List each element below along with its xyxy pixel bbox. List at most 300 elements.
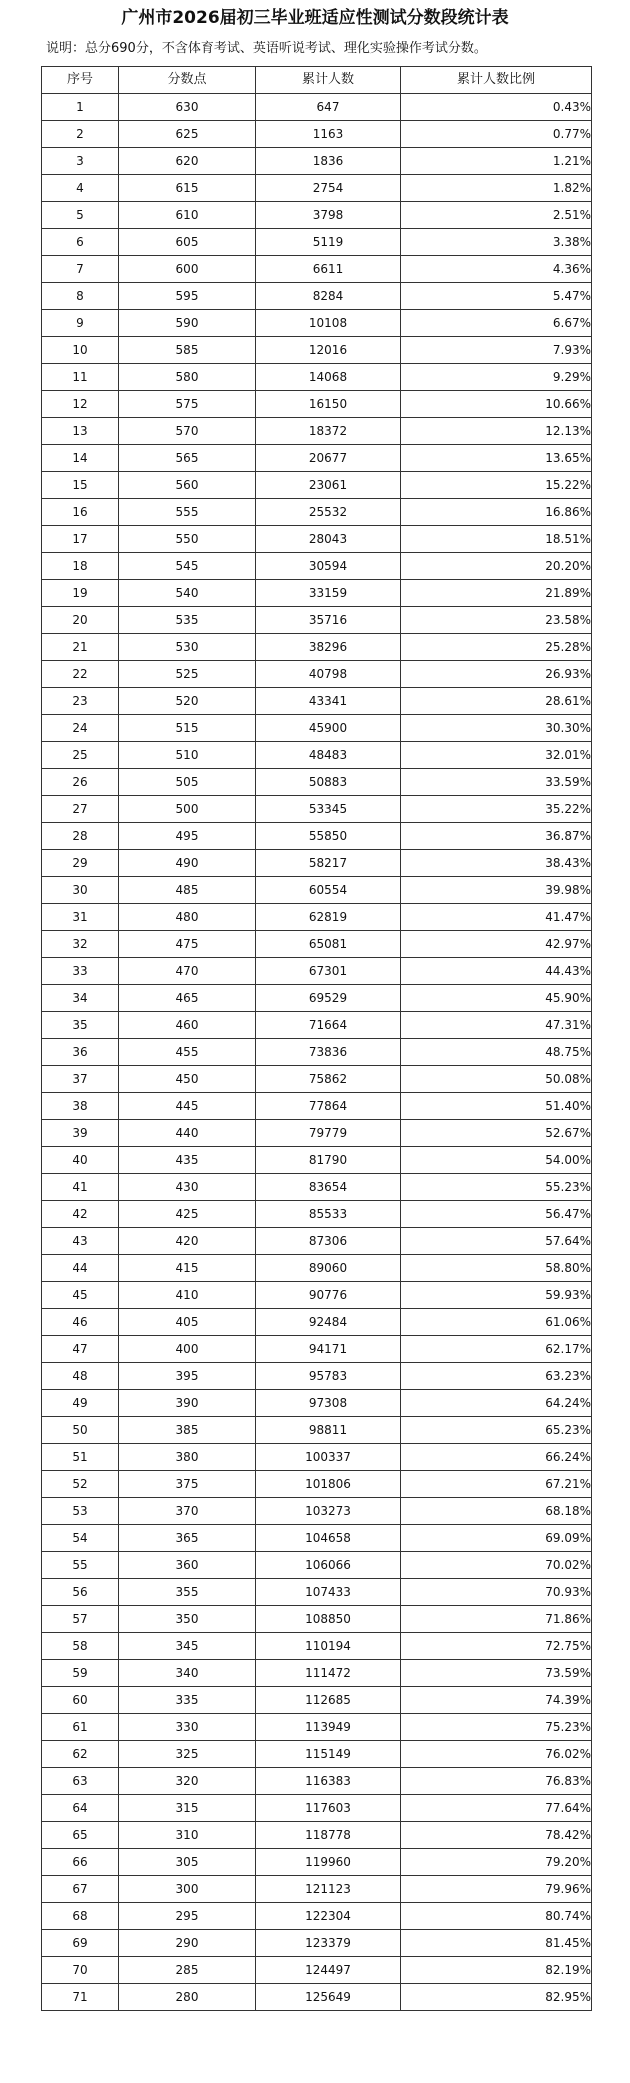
cell-cumulative: 71664 bbox=[256, 1012, 401, 1039]
cell-cumulative-ratio: 7.93% bbox=[401, 337, 592, 364]
cell-cumulative-ratio: 28.61% bbox=[401, 688, 592, 715]
cell-cumulative: 119960 bbox=[256, 1849, 401, 1876]
cell-cumulative: 28043 bbox=[256, 526, 401, 553]
table-row bbox=[42, 1228, 592, 1255]
table-row bbox=[42, 661, 592, 688]
cell-score: 455 bbox=[119, 1039, 256, 1066]
cell-score: 330 bbox=[119, 1714, 256, 1741]
cell-cumulative: 110194 bbox=[256, 1633, 401, 1660]
cell-cumulative-ratio: 12.13% bbox=[401, 418, 592, 445]
cell-cumulative-ratio: 0.77% bbox=[401, 121, 592, 148]
cell-cumulative: 38296 bbox=[256, 634, 401, 661]
table-row bbox=[42, 823, 592, 850]
cell-seq: 27 bbox=[42, 796, 119, 823]
cell-seq: 17 bbox=[42, 526, 119, 553]
cell-cumulative-ratio: 26.93% bbox=[401, 661, 592, 688]
cell-score: 380 bbox=[119, 1444, 256, 1471]
header-cumulative: 累计人数 bbox=[256, 67, 401, 94]
table-row bbox=[42, 1201, 592, 1228]
table-body bbox=[42, 94, 592, 2011]
table-row bbox=[42, 904, 592, 931]
table-row bbox=[42, 175, 592, 202]
cell-cumulative: 103273 bbox=[256, 1498, 401, 1525]
cell-cumulative: 18372 bbox=[256, 418, 401, 445]
cell-seq: 54 bbox=[42, 1525, 119, 1552]
cell-cumulative-ratio: 1.82% bbox=[401, 175, 592, 202]
cell-score: 305 bbox=[119, 1849, 256, 1876]
cell-score: 620 bbox=[119, 148, 256, 175]
cell-seq: 29 bbox=[42, 850, 119, 877]
cell-cumulative: 67301 bbox=[256, 958, 401, 985]
cell-cumulative: 33159 bbox=[256, 580, 401, 607]
cell-cumulative-ratio: 3.38% bbox=[401, 229, 592, 256]
cell-score: 405 bbox=[119, 1309, 256, 1336]
cell-cumulative-ratio: 44.43% bbox=[401, 958, 592, 985]
cell-cumulative-ratio: 33.59% bbox=[401, 769, 592, 796]
cell-cumulative: 118778 bbox=[256, 1822, 401, 1849]
cell-score: 580 bbox=[119, 364, 256, 391]
cell-seq: 14 bbox=[42, 445, 119, 472]
cell-cumulative: 104658 bbox=[256, 1525, 401, 1552]
cell-cumulative-ratio: 77.64% bbox=[401, 1795, 592, 1822]
cell-score: 460 bbox=[119, 1012, 256, 1039]
cell-cumulative: 94171 bbox=[256, 1336, 401, 1363]
cell-cumulative: 111472 bbox=[256, 1660, 401, 1687]
cell-cumulative-ratio: 73.59% bbox=[401, 1660, 592, 1687]
cell-cumulative: 124497 bbox=[256, 1957, 401, 1984]
cell-cumulative: 647 bbox=[256, 94, 401, 121]
cell-cumulative-ratio: 65.23% bbox=[401, 1417, 592, 1444]
cell-score: 440 bbox=[119, 1120, 256, 1147]
cell-cumulative: 35716 bbox=[256, 607, 401, 634]
cell-score: 320 bbox=[119, 1768, 256, 1795]
cell-seq: 1 bbox=[42, 94, 119, 121]
cell-score: 345 bbox=[119, 1633, 256, 1660]
cell-cumulative-ratio: 76.02% bbox=[401, 1741, 592, 1768]
cell-cumulative-ratio: 79.96% bbox=[401, 1876, 592, 1903]
cell-score: 300 bbox=[119, 1876, 256, 1903]
table-row bbox=[42, 310, 592, 337]
table-row bbox=[42, 229, 592, 256]
cell-cumulative-ratio: 18.51% bbox=[401, 526, 592, 553]
table-row bbox=[42, 1147, 592, 1174]
table-row bbox=[42, 1390, 592, 1417]
cell-seq: 18 bbox=[42, 553, 119, 580]
table-row bbox=[42, 121, 592, 148]
cell-cumulative-ratio: 4.36% bbox=[401, 256, 592, 283]
cell-score: 290 bbox=[119, 1930, 256, 1957]
page-title: 广州市2026届初三毕业班适应性测试分数段统计表 bbox=[121, 8, 509, 28]
cell-seq: 42 bbox=[42, 1201, 119, 1228]
cell-seq: 21 bbox=[42, 634, 119, 661]
cell-cumulative-ratio: 55.23% bbox=[401, 1174, 592, 1201]
cell-score: 505 bbox=[119, 769, 256, 796]
table-row bbox=[42, 985, 592, 1012]
cell-score: 415 bbox=[119, 1255, 256, 1282]
cell-seq: 31 bbox=[42, 904, 119, 931]
cell-seq: 20 bbox=[42, 607, 119, 634]
cell-seq: 51 bbox=[42, 1444, 119, 1471]
cell-seq: 6 bbox=[42, 229, 119, 256]
table-row bbox=[42, 1984, 592, 2011]
table-row bbox=[42, 256, 592, 283]
cell-seq: 22 bbox=[42, 661, 119, 688]
cell-cumulative: 48483 bbox=[256, 742, 401, 769]
cell-cumulative-ratio: 79.20% bbox=[401, 1849, 592, 1876]
cell-cumulative-ratio: 78.42% bbox=[401, 1822, 592, 1849]
cell-seq: 8 bbox=[42, 283, 119, 310]
table-row bbox=[42, 1120, 592, 1147]
cell-seq: 59 bbox=[42, 1660, 119, 1687]
cell-cumulative: 122304 bbox=[256, 1903, 401, 1930]
cell-cumulative-ratio: 16.86% bbox=[401, 499, 592, 526]
cell-cumulative: 81790 bbox=[256, 1147, 401, 1174]
cell-seq: 32 bbox=[42, 931, 119, 958]
cell-seq: 28 bbox=[42, 823, 119, 850]
cell-cumulative: 60554 bbox=[256, 877, 401, 904]
cell-cumulative-ratio: 39.98% bbox=[401, 877, 592, 904]
cell-cumulative: 43341 bbox=[256, 688, 401, 715]
cell-score: 370 bbox=[119, 1498, 256, 1525]
cell-score: 430 bbox=[119, 1174, 256, 1201]
cell-cumulative-ratio: 56.47% bbox=[401, 1201, 592, 1228]
table-row bbox=[42, 1660, 592, 1687]
cell-score: 490 bbox=[119, 850, 256, 877]
cell-seq: 47 bbox=[42, 1336, 119, 1363]
cell-score: 485 bbox=[119, 877, 256, 904]
table-row bbox=[42, 958, 592, 985]
cell-score: 550 bbox=[119, 526, 256, 553]
table-row bbox=[42, 634, 592, 661]
cell-cumulative-ratio: 41.47% bbox=[401, 904, 592, 931]
table-row bbox=[42, 553, 592, 580]
cell-seq: 52 bbox=[42, 1471, 119, 1498]
cell-cumulative: 95783 bbox=[256, 1363, 401, 1390]
cell-seq: 12 bbox=[42, 391, 119, 418]
table-row bbox=[42, 1957, 592, 1984]
cell-cumulative-ratio: 66.24% bbox=[401, 1444, 592, 1471]
cell-score: 560 bbox=[119, 472, 256, 499]
table-row bbox=[42, 499, 592, 526]
cell-cumulative-ratio: 52.67% bbox=[401, 1120, 592, 1147]
cell-cumulative: 58217 bbox=[256, 850, 401, 877]
cell-score: 610 bbox=[119, 202, 256, 229]
cell-cumulative: 50883 bbox=[256, 769, 401, 796]
cell-cumulative: 85533 bbox=[256, 1201, 401, 1228]
table-row bbox=[42, 796, 592, 823]
cell-score: 595 bbox=[119, 283, 256, 310]
cell-cumulative-ratio: 20.20% bbox=[401, 553, 592, 580]
cell-score: 315 bbox=[119, 1795, 256, 1822]
cell-seq: 56 bbox=[42, 1579, 119, 1606]
table-row bbox=[42, 607, 592, 634]
table-row bbox=[42, 1849, 592, 1876]
cell-cumulative-ratio: 0.43% bbox=[401, 94, 592, 121]
cell-seq: 67 bbox=[42, 1876, 119, 1903]
cell-score: 480 bbox=[119, 904, 256, 931]
cell-cumulative-ratio: 25.28% bbox=[401, 634, 592, 661]
cell-score: 410 bbox=[119, 1282, 256, 1309]
table-row bbox=[42, 715, 592, 742]
table-row bbox=[42, 1255, 592, 1282]
cell-score: 520 bbox=[119, 688, 256, 715]
cell-score: 390 bbox=[119, 1390, 256, 1417]
cell-seq: 70 bbox=[42, 1957, 119, 1984]
table-row bbox=[42, 1498, 592, 1525]
cell-cumulative-ratio: 76.83% bbox=[401, 1768, 592, 1795]
table-row bbox=[42, 1039, 592, 1066]
cell-score: 545 bbox=[119, 553, 256, 580]
cell-cumulative: 83654 bbox=[256, 1174, 401, 1201]
cell-score: 555 bbox=[119, 499, 256, 526]
cell-score: 325 bbox=[119, 1741, 256, 1768]
cell-seq: 9 bbox=[42, 310, 119, 337]
cell-score: 445 bbox=[119, 1093, 256, 1120]
cell-score: 575 bbox=[119, 391, 256, 418]
cell-seq: 19 bbox=[42, 580, 119, 607]
table-row bbox=[42, 364, 592, 391]
cell-score: 355 bbox=[119, 1579, 256, 1606]
cell-seq: 37 bbox=[42, 1066, 119, 1093]
cell-cumulative-ratio: 5.47% bbox=[401, 283, 592, 310]
cell-seq: 11 bbox=[42, 364, 119, 391]
cell-cumulative: 73836 bbox=[256, 1039, 401, 1066]
cell-seq: 43 bbox=[42, 1228, 119, 1255]
cell-cumulative-ratio: 6.67% bbox=[401, 310, 592, 337]
cell-cumulative: 12016 bbox=[256, 337, 401, 364]
cell-cumulative-ratio: 80.74% bbox=[401, 1903, 592, 1930]
cell-cumulative: 14068 bbox=[256, 364, 401, 391]
cell-cumulative-ratio: 13.65% bbox=[401, 445, 592, 472]
table-row bbox=[42, 283, 592, 310]
table-row bbox=[42, 1876, 592, 1903]
cell-cumulative: 115149 bbox=[256, 1741, 401, 1768]
cell-score: 630 bbox=[119, 94, 256, 121]
cell-seq: 48 bbox=[42, 1363, 119, 1390]
cell-score: 535 bbox=[119, 607, 256, 634]
cell-cumulative-ratio: 75.23% bbox=[401, 1714, 592, 1741]
cell-seq: 5 bbox=[42, 202, 119, 229]
header-cumulative-ratio: 累计人数比例 bbox=[401, 67, 592, 94]
table-row bbox=[42, 1363, 592, 1390]
cell-cumulative: 77864 bbox=[256, 1093, 401, 1120]
cell-cumulative-ratio: 70.02% bbox=[401, 1552, 592, 1579]
cell-score: 585 bbox=[119, 337, 256, 364]
table-row bbox=[42, 1903, 592, 1930]
cell-score: 285 bbox=[119, 1957, 256, 1984]
cell-cumulative: 100337 bbox=[256, 1444, 401, 1471]
cell-score: 570 bbox=[119, 418, 256, 445]
table-row bbox=[42, 580, 592, 607]
cell-seq: 3 bbox=[42, 148, 119, 175]
cell-score: 450 bbox=[119, 1066, 256, 1093]
table-row bbox=[42, 1012, 592, 1039]
cell-cumulative: 75862 bbox=[256, 1066, 401, 1093]
table-row bbox=[42, 1336, 592, 1363]
table-row bbox=[42, 1066, 592, 1093]
cell-score: 540 bbox=[119, 580, 256, 607]
table-row bbox=[42, 337, 592, 364]
cell-cumulative: 45900 bbox=[256, 715, 401, 742]
table-row bbox=[42, 1417, 592, 1444]
cell-seq: 53 bbox=[42, 1498, 119, 1525]
cell-cumulative: 2754 bbox=[256, 175, 401, 202]
cell-cumulative: 106066 bbox=[256, 1552, 401, 1579]
cell-cumulative-ratio: 42.97% bbox=[401, 931, 592, 958]
cell-seq: 68 bbox=[42, 1903, 119, 1930]
cell-cumulative: 89060 bbox=[256, 1255, 401, 1282]
cell-score: 565 bbox=[119, 445, 256, 472]
cell-cumulative-ratio: 38.43% bbox=[401, 850, 592, 877]
cell-cumulative: 90776 bbox=[256, 1282, 401, 1309]
cell-cumulative: 6611 bbox=[256, 256, 401, 283]
cell-cumulative-ratio: 2.51% bbox=[401, 202, 592, 229]
cell-seq: 49 bbox=[42, 1390, 119, 1417]
cell-seq: 44 bbox=[42, 1255, 119, 1282]
cell-cumulative-ratio: 47.31% bbox=[401, 1012, 592, 1039]
cell-cumulative: 125649 bbox=[256, 1984, 401, 2011]
cell-seq: 50 bbox=[42, 1417, 119, 1444]
cell-cumulative-ratio: 74.39% bbox=[401, 1687, 592, 1714]
table-row bbox=[42, 742, 592, 769]
cell-seq: 36 bbox=[42, 1039, 119, 1066]
cell-cumulative: 117603 bbox=[256, 1795, 401, 1822]
table-row bbox=[42, 1444, 592, 1471]
cell-cumulative-ratio: 61.06% bbox=[401, 1309, 592, 1336]
cell-cumulative: 55850 bbox=[256, 823, 401, 850]
cell-score: 400 bbox=[119, 1336, 256, 1363]
cell-cumulative-ratio: 1.21% bbox=[401, 148, 592, 175]
table-row bbox=[42, 1282, 592, 1309]
cell-score: 310 bbox=[119, 1822, 256, 1849]
table-row bbox=[42, 1714, 592, 1741]
table-row bbox=[42, 1093, 592, 1120]
cell-score: 515 bbox=[119, 715, 256, 742]
cell-score: 530 bbox=[119, 634, 256, 661]
cell-score: 420 bbox=[119, 1228, 256, 1255]
cell-seq: 33 bbox=[42, 958, 119, 985]
cell-cumulative: 107433 bbox=[256, 1579, 401, 1606]
cell-score: 525 bbox=[119, 661, 256, 688]
cell-cumulative-ratio: 30.30% bbox=[401, 715, 592, 742]
cell-seq: 69 bbox=[42, 1930, 119, 1957]
cell-seq: 39 bbox=[42, 1120, 119, 1147]
cell-seq: 13 bbox=[42, 418, 119, 445]
table-row bbox=[42, 850, 592, 877]
cell-cumulative: 30594 bbox=[256, 553, 401, 580]
table-row bbox=[42, 1795, 592, 1822]
cell-score: 375 bbox=[119, 1471, 256, 1498]
cell-cumulative: 92484 bbox=[256, 1309, 401, 1336]
cell-cumulative: 97308 bbox=[256, 1390, 401, 1417]
cell-cumulative: 25532 bbox=[256, 499, 401, 526]
cell-score: 295 bbox=[119, 1903, 256, 1930]
cell-seq: 7 bbox=[42, 256, 119, 283]
cell-cumulative: 40798 bbox=[256, 661, 401, 688]
cell-seq: 34 bbox=[42, 985, 119, 1012]
table-row bbox=[42, 1930, 592, 1957]
cell-cumulative-ratio: 69.09% bbox=[401, 1525, 592, 1552]
cell-cumulative-ratio: 62.17% bbox=[401, 1336, 592, 1363]
cell-seq: 23 bbox=[42, 688, 119, 715]
cell-cumulative: 53345 bbox=[256, 796, 401, 823]
cell-cumulative-ratio: 58.80% bbox=[401, 1255, 592, 1282]
cell-score: 425 bbox=[119, 1201, 256, 1228]
cell-score: 495 bbox=[119, 823, 256, 850]
cell-cumulative-ratio: 9.29% bbox=[401, 364, 592, 391]
table-row bbox=[42, 1822, 592, 1849]
cell-seq: 26 bbox=[42, 769, 119, 796]
table-row bbox=[42, 445, 592, 472]
cell-cumulative-ratio: 64.24% bbox=[401, 1390, 592, 1417]
cell-seq: 24 bbox=[42, 715, 119, 742]
cell-seq: 64 bbox=[42, 1795, 119, 1822]
cell-score: 500 bbox=[119, 796, 256, 823]
cell-cumulative-ratio: 15.22% bbox=[401, 472, 592, 499]
cell-score: 605 bbox=[119, 229, 256, 256]
cell-seq: 4 bbox=[42, 175, 119, 202]
cell-cumulative-ratio: 51.40% bbox=[401, 1093, 592, 1120]
cell-cumulative: 16150 bbox=[256, 391, 401, 418]
cell-cumulative-ratio: 70.93% bbox=[401, 1579, 592, 1606]
table-row bbox=[42, 1552, 592, 1579]
cell-cumulative: 1836 bbox=[256, 148, 401, 175]
cell-cumulative-ratio: 82.19% bbox=[401, 1957, 592, 1984]
cell-seq: 2 bbox=[42, 121, 119, 148]
cell-cumulative-ratio: 71.86% bbox=[401, 1606, 592, 1633]
cell-cumulative: 121123 bbox=[256, 1876, 401, 1903]
cell-cumulative-ratio: 81.45% bbox=[401, 1930, 592, 1957]
table-row bbox=[42, 1687, 592, 1714]
table-row bbox=[42, 877, 592, 904]
cell-score: 615 bbox=[119, 175, 256, 202]
cell-seq: 60 bbox=[42, 1687, 119, 1714]
cell-seq: 61 bbox=[42, 1714, 119, 1741]
cell-score: 625 bbox=[119, 121, 256, 148]
cell-cumulative-ratio: 59.93% bbox=[401, 1282, 592, 1309]
cell-score: 475 bbox=[119, 931, 256, 958]
cell-cumulative-ratio: 45.90% bbox=[401, 985, 592, 1012]
cell-seq: 30 bbox=[42, 877, 119, 904]
cell-cumulative-ratio: 36.87% bbox=[401, 823, 592, 850]
cell-seq: 41 bbox=[42, 1174, 119, 1201]
cell-cumulative-ratio: 48.75% bbox=[401, 1039, 592, 1066]
header-score: 分数点 bbox=[119, 67, 256, 94]
table-row bbox=[42, 1525, 592, 1552]
cell-seq: 40 bbox=[42, 1147, 119, 1174]
cell-cumulative: 113949 bbox=[256, 1714, 401, 1741]
cell-score: 510 bbox=[119, 742, 256, 769]
cell-score: 280 bbox=[119, 1984, 256, 2011]
cell-cumulative-ratio: 72.75% bbox=[401, 1633, 592, 1660]
cell-cumulative: 10108 bbox=[256, 310, 401, 337]
table-row bbox=[42, 1174, 592, 1201]
cell-cumulative: 79779 bbox=[256, 1120, 401, 1147]
cell-cumulative-ratio: 67.21% bbox=[401, 1471, 592, 1498]
table-header-row bbox=[42, 67, 592, 94]
cell-cumulative-ratio: 68.18% bbox=[401, 1498, 592, 1525]
cell-cumulative: 116383 bbox=[256, 1768, 401, 1795]
cell-seq: 55 bbox=[42, 1552, 119, 1579]
cell-cumulative-ratio: 50.08% bbox=[401, 1066, 592, 1093]
cell-seq: 71 bbox=[42, 1984, 119, 2011]
cell-seq: 10 bbox=[42, 337, 119, 364]
cell-cumulative: 23061 bbox=[256, 472, 401, 499]
cell-seq: 15 bbox=[42, 472, 119, 499]
cell-score: 385 bbox=[119, 1417, 256, 1444]
cell-cumulative: 5119 bbox=[256, 229, 401, 256]
cell-cumulative-ratio: 57.64% bbox=[401, 1228, 592, 1255]
